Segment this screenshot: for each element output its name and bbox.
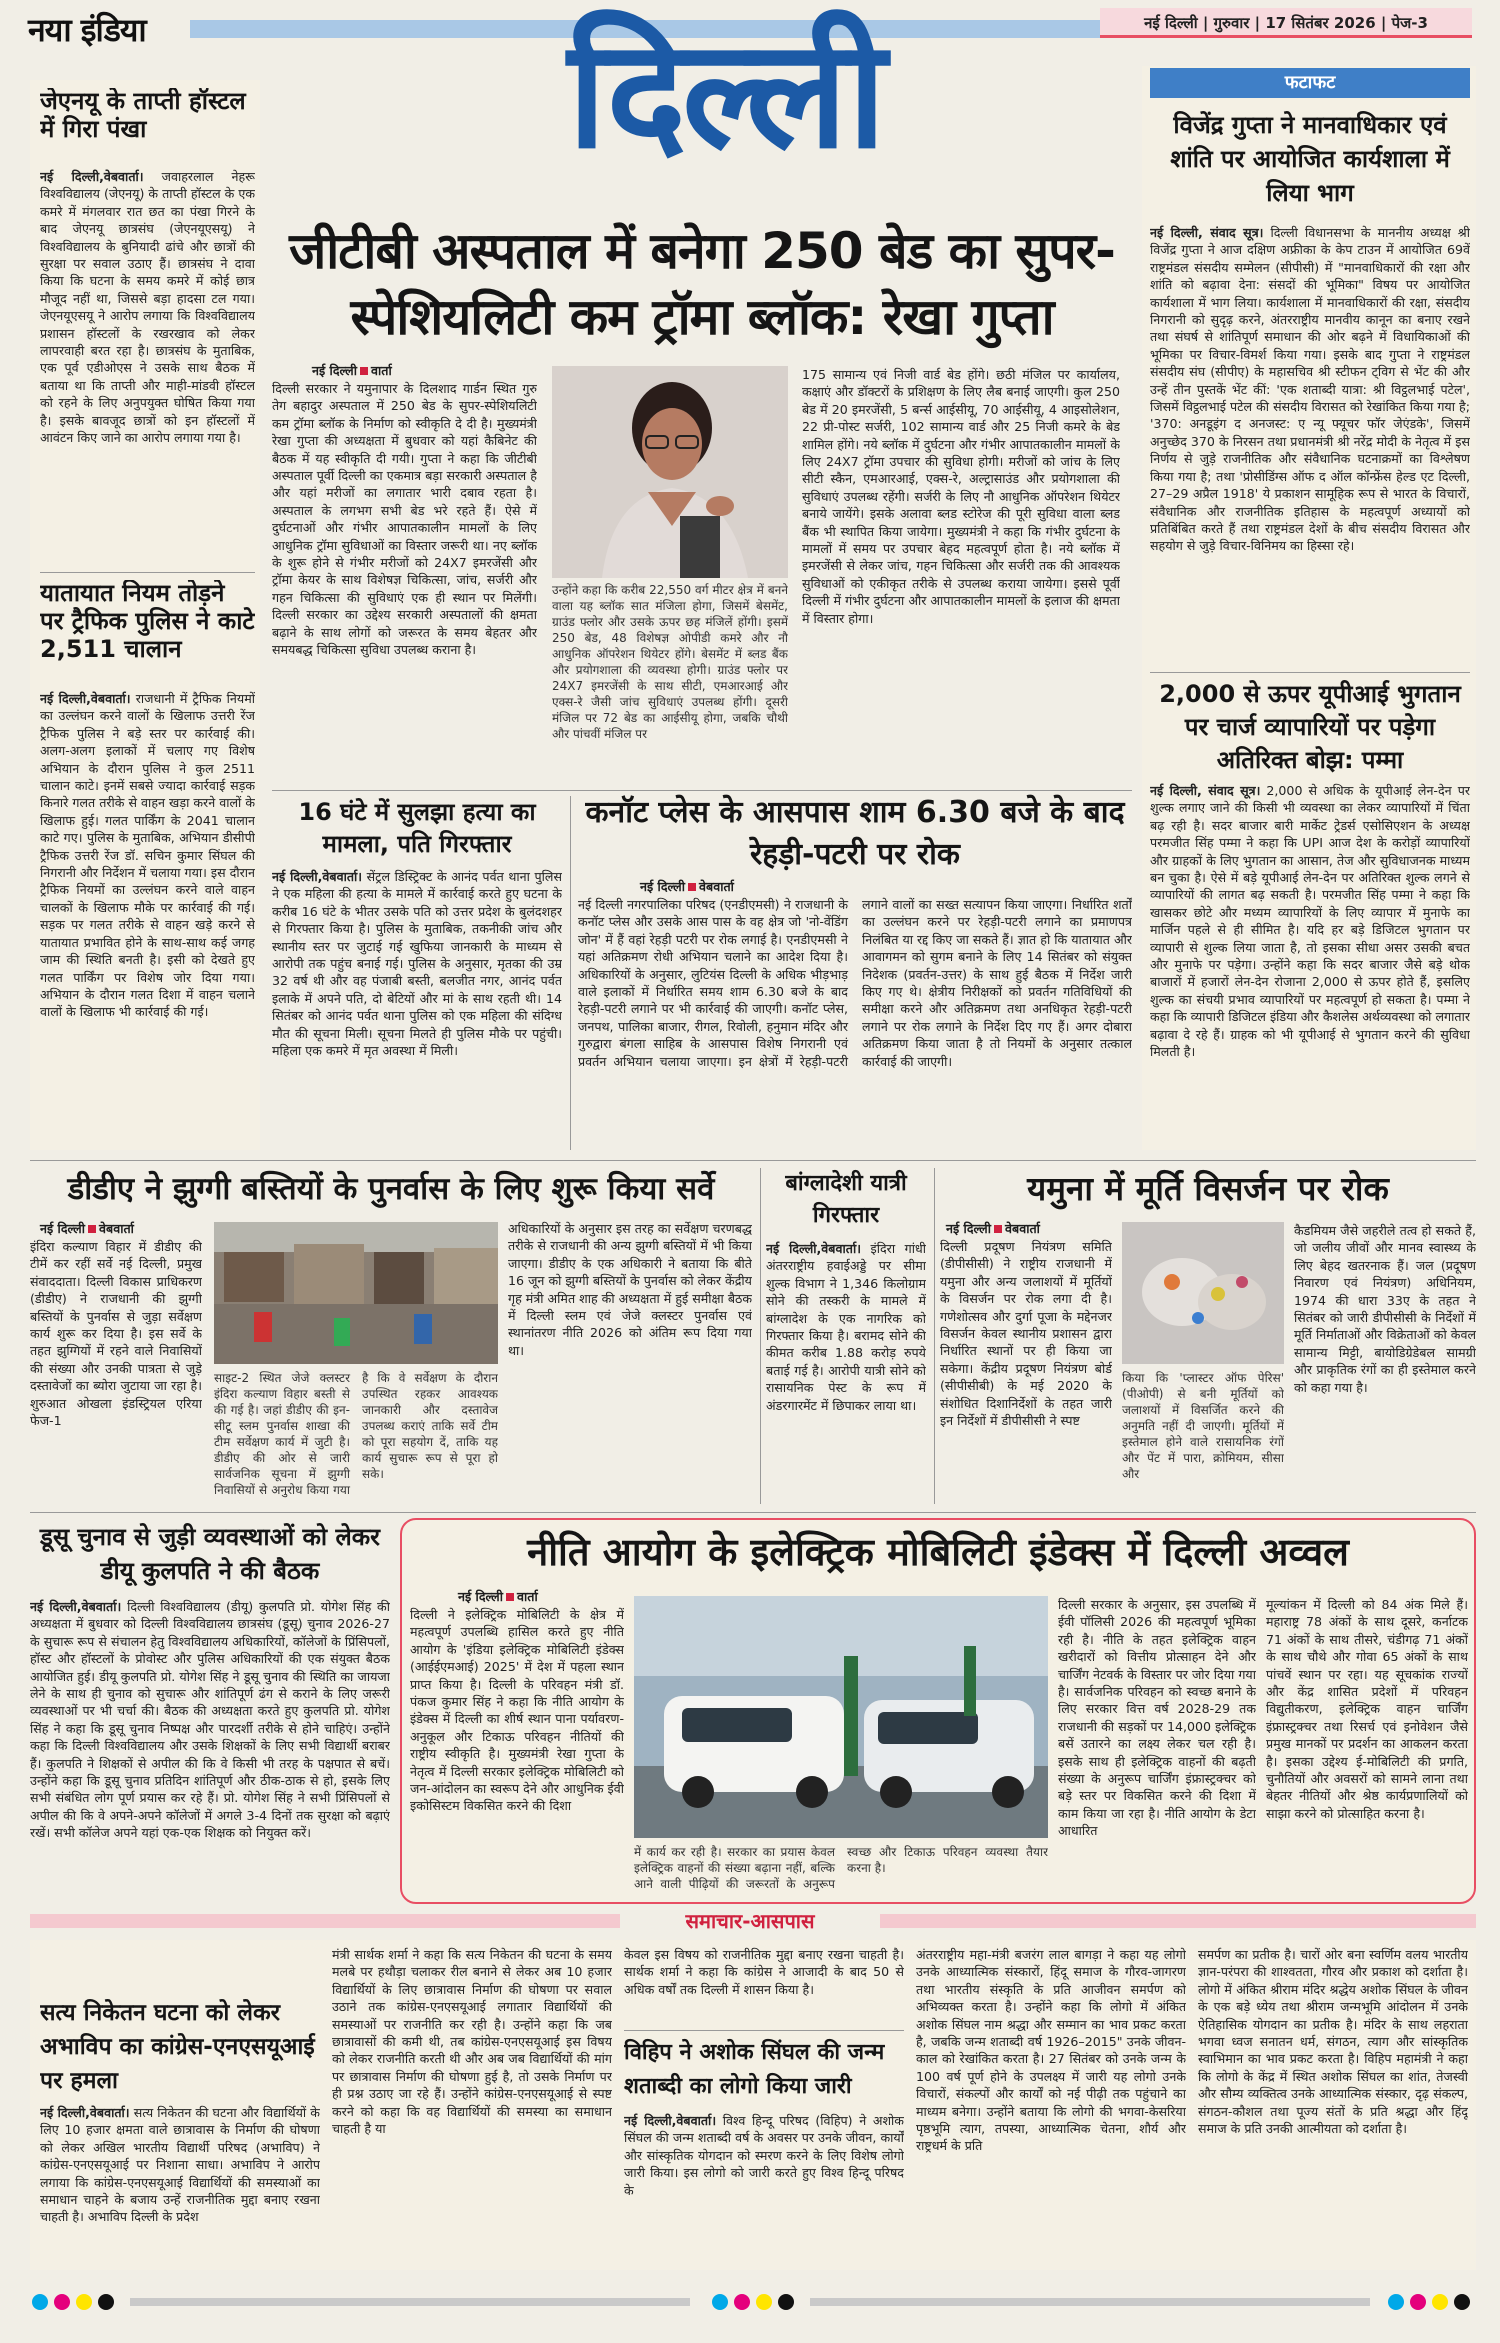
murder-story <box>272 868 562 1150</box>
yamuna-byline-place: नई दिल्ली <box>946 1221 991 1236</box>
dateline: नई दिल्ली | गुरुवार | 17 सितंबर 2026 | पेज-3 <box>1144 14 1428 32</box>
niti-col1: दिल्ली ने इलेक्ट्रिक मोबिलिटी के क्षेत्र में महत्वपूर्ण उपलब्धि हासिल करते हुए नीति आयोग के 'इंडिया इलेक्ट्रिक मोबिलिटी इंडेक्स (आईईएमआई) 2025' में देश में पहला स्थान प्राप्त किया है। दिल्ली के परिवहन मंत्री डॉ. पंकज कुमार सिंह ने कहा कि नीति आयोग के इंडेक्स में दिल्ली का शीर्ष स्थान पाना पर्यावरण-अनुकूल और टिकाऊ परिवहन नीतियों की राष्ट्रीय स्वीकृति है। मुख्यमंत्री रेखा गुप्ता के नेतृत्व में दिल्ली सरकार इलेक्ट्रिक मोबिलिटी को जन-आंदोलन का स्वरूप देने और आधुनिक ईवी इकोसिस्टम विकसित करने की दिशा <box>410 1607 624 1814</box>
lead-byline <box>312 362 392 379</box>
niti-byline-agency: वार्ता <box>517 1589 538 1604</box>
row2-top-rule <box>30 1160 1476 1161</box>
niti-col3: दिल्ली सरकार के अनुसार, इस उपलब्धि में ईवी पॉलिसी 2026 की महत्वपूर्ण भूमिका रही है। नीति के तहत इलेक्ट्रिक वाहन खरीदारों को वित्तीय प्रोत्साहन देने और चार्जिंग नेटवर्क के विस्तार पर जोर दिया गया है। सार्वजनिक परिवहन को स्वच्छ बनाने के लिए सरकार वित्त वर्ष 2028-29 तक राजधानी की सड़कों पर 14,000 इलेक्ट्रिक बसें उतारने का लक्ष्य लेकर चल रही है। इसके साथ ही इलेक्ट्रिक वाहनों की बढ़ती संख्या के अनुरूप चार्जिंग इंफ्रास्ट्रक्चर को बड़े स्तर पर विकसित करने की दिशा में काम किया जा रहा है। नीति आयोग के डेटा आधारित <box>1058 1597 1256 1839</box>
lead-byline-agency: वार्ता <box>371 363 392 378</box>
lead-photo <box>552 366 788 578</box>
yamuna-byline <box>946 1220 1040 1237</box>
fatafat-divider <box>1150 672 1470 673</box>
row3-top-rule <box>30 1512 1476 1513</box>
idol-photo-illustration <box>1122 1222 1284 1364</box>
vijender-story <box>1150 224 1470 668</box>
niti-byline-place: नई दिल्ली <box>458 1589 503 1604</box>
masthead-city: दिल्ली <box>567 8 883 182</box>
du-body: दिल्ली विश्वविद्यालय (डीयू) कुलपति प्रो. योगेश सिंह की अध्यक्षता में बुधवार को दिल्ली विश्वविद्यालय छात्रसंघ (डूसू) चुनाव 2026-27 के सुचारू रूप से संचालन हेतु विश्वविद्यालय अधिकारियों, कॉलेजों के प्रिंसिपलों, हॉस्ट और हॉस्टलों के प्रोवोस्ट और पुलिस अधिकारियों की एक संयुक्त बैठक आयोजित हुई। डीयू कुलपति प्रो. योगेश सिंह ने डूसू चुनाव की स्थिति का जायजा लेने के साथ ही चुनाव को सुचारू और शांतिपूर्ण ढंग से कराने के लिए जरूरी व्यवस्थाओं पर भी चर्चा की। बैठक की अध्यक्षता करते हुए कुलपति प्रो. योगेश सिंह ने कहा कि डूसू चुनाव निष्पक्ष और पारदर्शी तरीके से होने चाहिएं। उन्होंने कहा कि दिल्ली विश्वविद्यालय और उसके शिक्षकों के लिए सभी विद्यार्थी बराबर हैं। कुलपति ने शिक्षकों से अपील की कि वे किसी भी तरह के पक्षपात से बचें। उन्होंने कहा कि डूसू चुनाव प्रतिदिन शांतिपूर्ण और ठीक-ठाक से हो, इसके लिए सभी संबंधित लोग पूर्ण प्रयास कर रहे हैं। प्रो. योगेश सिंह ने सभी प्रिंसिपलों से अपील की कि वे अपने-अपने कॉलेजों में अगले 3-4 दिनों तक सुरक्षा को बढ़ाएं रखें। सभी कॉलेज अपने यहां एक-एक शिक्षक को नियुक्त करें। <box>30 1599 390 1841</box>
niti-byline <box>458 1588 538 1605</box>
mid-top-rule <box>272 790 1132 791</box>
yamuna-headline: यमुना में मूर्ति विसर्जन पर रोक <box>1027 1169 1389 1208</box>
upi-body: 2,000 से अधिक के यूपीआई लेन-देन पर शुल्क लगाए जाने की किसी भी व्यवस्था का लेकर व्यापारियों में चिंता बढ़ रही है। सदर बाजार बारी मार्केट ट्रेडर्स एसोसिएशन के अध्यक्ष परमजीत सिंह पम्मा ने कहा कि UPI आज देश के करोड़ों व्यापारियों और ग्राहकों के लिए भुगतान का आसान, तेज और सुविधाजनक माध्यम बन चुका है। ऐसे में बड़े यूपीआई लेन-देन पर अतिरिक्त शुल्क लगने से व्यापारियों की लागत बढ़ सकती है। परमजीत सिंह पम्मा ने कहा कि खासकर छोटे और मध्यम व्यापारियों के लिए व्यापार में मुनाफे का मार्जिन पहले से ही सीमित है। यदि हर बड़े डिजिटल भुगतान पर व्यापारी से शुल्क लिया जाता है, तो इसका सीधा असर उसकी बचत और मुनाफे पर पड़ेगा। उन्होंने कहा कि सदर बाजार जैसे बड़े थोक बाजारों में हजारों लेन-देन रोजाना 2,000 से ऊपर होते हैं, इसलिए शुल्क का संचयी प्रभाव व्यापारियों पर महत्वपूर्ण हो सकता है। पम्मा ने कहा कि व्यापारी डिजिटल इंडिया और कैशलेस अर्थव्यवस्था को लगातार बढ़ावा दे रहे हैं। ग्राहक को भी यूपीआई से भुगतान करने की सुविधा मिलती है। <box>1150 783 1470 1060</box>
niti-photo <box>634 1596 1048 1838</box>
registration-strip <box>0 2290 1500 2314</box>
aaspas-label <box>620 1908 880 1934</box>
row2-vrule1 <box>760 1168 761 1504</box>
dda-col4: अधिकारियों के अनुसार इस तरह का सर्वेक्षण चरणबद्ध तरीके से राजधानी की अन्य झुग्गी बस्तियों में भी किया जाएगा। डीडीए के एक अधिकारी ने बताया कि बीते 16 जून को झुग्गी बस्तियों के पुनर्वास को लेकर केंद्रीय गृह मंत्री अमित शाह की अध्यक्षता में हुई समीक्षा बैठक में दिल्ली स्लम एवं जेजे क्लस्टर पुनर्वास एवं स्थानांतरण नीति 2026 को अंतिम रूप दिया गया था। <box>508 1221 752 1358</box>
slum-photo-illustration <box>214 1222 498 1364</box>
lead-photo-caption: उन्होंने कहा कि करीब 22,550 वर्ग मीटर क्षेत्र में बनने वाला यह ब्लॉक सात मंजिला होगा, जिसमें बेसमेंट, ग्राउंड फ्लोर और उसके ऊपर छह मंजिलें होंगी। इसमें 250 बेड, 48 विशेषज्ञ ओपीडी कमरे और नौ आधुनिक ऑपरेशन थियेटर होंगे। बेसमेंट में ब्लड बैंक और प्रयोगशाला की व्यवस्था होगी। ग्राउंड फ्लोर पर 24X7 इमरजेंसी के साथ सीटी, एमआरआई और एक्स-रे जैसी जांच सुविधाएं उपलब्ध होंगी। दूसरी मंजिल पर 72 बेड का आईसीयू होगा, जबकि चौथी और पांचवीं मंजिल पर <box>552 583 788 741</box>
dateline-bar <box>1100 8 1472 38</box>
dda-col1: इंदिरा कल्याण विहार में डीडीए की टीमें कर रहीं सर्वे नई दिल्ली, प्रमुख संवाददाता। दिल्ली विकास प्राधिकरण (डीडीए) ने राजधानी की झुग्गी बस्तियों के पुनर्वास से जुड़ा सर्वेक्षण कार्य शुरू कर दिया है। इस सर्वे के तहत झुग्गियों में रहने वाले निवासियों की संख्या और उनकी पात्रता से जुड़े दस्तावेजों का ब्योरा जुटाया जा रहा है। शुरुआत ओखला इंडस्ट्रियल एरिया फेज-1 <box>30 1239 202 1429</box>
satya-col3: केवल इस विषय को राजनीतिक मुद्दा बनाए रखना चाहती है। सार्थक शर्मा ने कहा कि कांग्रेस ने आजादी के बाद 50 से अधिक वर्षों तक दिल्ली में शासन किया है। <box>624 1947 904 1997</box>
registration-marks <box>0 2290 1500 2314</box>
jnu-story <box>40 168 255 568</box>
cp-story: नई दिल्ली नगरपालिका परिषद (एनडीएमसी) ने राजधानी के कनॉट प्लेस और उसके आस पास के वह क्षेत्र जो 'नो-वेंडिंग जोन' में हैं वहां रेहड़ी पटरी पर रोक लगाई है। एनडीएमसी ने यहां अतिक्रमण रोधी अभियान चलाने का आदेश दिया है। अधिकारियों के अनुसार, लुटियंस दिल्ली के अधिक भीड़भाड़ वाले इलाकों में निर्धारित समय शाम 6.30 बजे के बाद रेहड़ी-पटरी लगाने पर भी कार्रवाई की जाएगी। कनॉट प्लेस, जनपथ, पालिका बाजार, रीगल, रिवोली, हनुमान मंदिर और गुरुद्वारा बंगला साहिब के आसपास विशेष निगरानी एवं प्रवर्तन अभियान चलाया जाएगा। इन क्षेत्रों में रेहड़ी-पटरी लगाने वालों का सख्त सत्यापन किया जाएगा। निर्धारित शर्तों का उल्लंघन करने पर रेहड़ी-पटरी लगाने का प्रमाणपत्र निलंबित या रद्द किए जा सकते हैं। ज्ञात हो कि यातायात और आवागमन को सुगम बनाने के लिए 14 सितंबर को संयुक्त निदेशक (प्रवर्तन-उत्तर) के साथ हुई बैठक में निर्देश जारी किए गए थे। क्षेत्रीय निरीक्षकों को प्रवर्तन गतिविधियों की समीक्षा करने और अतिक्रमण तथा अनधिकृत रेहड़ी-पटरी लगाने पर रोक लगाने के निर्देश दिए गए हैं। अगर दोबारा अतिक्रमण किया जाता है तो नियमों के अनुसार तत्काल कार्रवाई की जाएगी। <box>578 897 1132 1069</box>
speaker-photo-illustration <box>552 366 788 578</box>
lead-headline: जीटीबी अस्पताल में बनेगा 250 बेड का सुपर-स्पेशियलिटी कम ट्रॉमा ब्लॉक: रेखा गुप्ता <box>289 222 1115 346</box>
vijender-dateline: नई दिल्ली, संवाद सूत्र। <box>1150 225 1264 240</box>
upi-story <box>1150 782 1470 1150</box>
traffic-dateline: नई दिल्ली,वेबवार्ता। <box>40 691 131 706</box>
vhp-col2: अंतरराष्ट्रीय महा-मंत्री बजरंग लाल बागड़ा ने कहा यह लोगो उनके आध्यात्मिक संस्कारों, हिंदू समाज के गौरव-जागरण तथा भारतीय संस्कृति के प्रति आजीवन समर्पण को अभिव्यक्त करता है। उन्होंने कहा कि लोगो में अंकित अशोक सिंघल नाम श्रद्धा और सम्मान का भाव प्रकट करता है, जबकि जन्म शताब्दी वर्ष 1926–2015" उनके जीवन-काल को रेखांकित करता है। 27 सितंबर को उनके जन्म के 100 वर्ष पूर्ण होने के उपलक्ष्य में जारी यह लोगो उनके विचारों, संकल्पों और कार्यों को नई पीढ़ी तक पहुंचाने का माध्यम बनेगा। उन्होंने बताया कि लोगो की भगवा-केसरिया पृष्ठभूमि त्याग, तपस्या, आध्यात्मिक चेतना, शौर्य और राष्ट्रधर्म के प्रति <box>916 1947 1186 2154</box>
bangla-body: इंदिरा गांधी अंतरराष्ट्रीय हवाईअड्डे पर सीमा शुल्क विभाग ने 1,346 किलोग्राम सोने की तस्करी के मामले में बांग्लादेश के एक नागरिक को गिरफ्तार किया है। बरामद सोने की कीमत करीब 1.88 करोड़ रुपये बताई गई है। आरोपी यात्री सोने को रासायनिक पेस्ट के रूप में अंडरगारमेंट में छिपाकर लाया था। <box>766 1241 926 1413</box>
niti-photo-caption: में कार्य कर रही है। सरकार का प्रयास केवल इलेक्ट्रिक वाहनों की संख्या बढ़ाना नहीं, बल्कि आने वाली पीढ़ियों की जरूरतों के अनुरूप स्वच्छ और टिकाऊ परिवहन व्यवस्था तैयार करना है। <box>634 1845 1048 1891</box>
yamuna-photo <box>1122 1222 1284 1364</box>
traffic-headline: यातायात नियम तोड़ने पर ट्रैफिक पुलिस ने काटे 2,511 चालान <box>40 580 255 663</box>
mid-vertical-rule <box>570 796 571 1150</box>
du-story <box>30 1598 390 1900</box>
du-dateline: नई दिल्ली,वेबवार्ता। <box>30 1599 122 1614</box>
vijender-headline: विजेंद्र गुप्ता ने मानवाधिकार एवं शांति पर आयोजित कार्यशाला में लिया भाग <box>1170 111 1450 207</box>
murder-dateline: नई दिल्ली,वेबवार्ता। <box>272 869 363 884</box>
yamuna-photo-caption: किया कि 'प्लास्टर ऑफ पेरिस' (पीओपी) से बनी मूर्तियों को जलाशयों में विसर्जित करने की अनुमति नहीं दी जाएगी। मूर्तियों में इस्तेमाल होने वाले रासायनिक रंगों और पेंट में पारा, क्रोमियम, सीसा और <box>1122 1371 1284 1481</box>
cp-byline <box>640 878 734 895</box>
vhp-col1-text: विश्व हिन्दू परिषद (विहिप) ने अशोक सिंघल की जन्म शताब्दी वर्ष के अवसर पर उनके जीवन, कार्यों और सांस्कृतिक योगदान को स्मरण करने के लिए विशेष लोगो जारी किया। इस लोगो को जारी करते हुए विश्व हिन्दू परिषद के <box>624 2113 904 2198</box>
aaspas-divider <box>624 2030 904 2031</box>
lead-col1: दिल्ली सरकार ने यमुनापार के दिलशाद गार्डन स्थित गुरु तेग बहादुर अस्पताल में 250 बेड के सुपर-स्पेशियलिटी कम ट्रॉमा ब्लॉक के निर्माण को स्वीकृति दे दी है। मुख्यमंत्री रेखा गुप्ता की अध्यक्षता में बुधवार को यहां कैबिनेट की बैठक में यह स्वीकृति दी गयी। गुप्ता ने कहा कि जीटीबी अस्पताल पूर्वी दिल्ली का एकमात्र बड़ा सरकारी अस्पताल है और यहां मरीजों का लगातार भारी दबाव रहता है। अस्पताल के लगभग सभी बेड भरे रहते हैं। ऐसे में दुर्घटनाओं और गंभीर आपातकालीन मामलों के लिए आधुनिक ट्रॉमा सुविधाओं का विस्तार जरूरी था। नए ब्लॉक के शुरू होने से गंभीर मरीजों को 24X7 इमरजेंसी और ट्रॉमा केयर के साथ विशेषज्ञ चिकित्सा, जांच, सर्जरी और गहन चिकित्सा की सुविधाएं एक ही स्थान पर मिलेंगी। दिल्ली सरकार का उद्देश्य सरकारी अस्पतालों की क्षमता बढ़ाने के साथ लोगों को जरूरत के समय बेहतर और समयबद्ध चिकित्सा सुविधा उपलब्ध कराना है। <box>272 381 537 658</box>
lead-byline-place: नई दिल्ली <box>312 363 357 378</box>
yamuna-col3: कैडमियम जैसे जहरीले तत्व हो सकते हैं, जो जलीय जीवों और मानव स्वास्थ्य के लिए बेहद खतरनाक हैं। जल (प्रदूषण निवारण एवं नियंत्रण) अधिनियम, 1974 की धारा 33ए के तहत ने सितंबर को जारी डीपीसीसी के निर्देशों में मूर्ति निर्माताओं और विक्रेताओं को केवल सामान्य मिट्टी, बायोडिग्रेडेबल सामग्री और प्राकृतिक रंगों का ही इस्तेमाल करने को कहा गया है। <box>1294 1223 1476 1395</box>
aaspas-label-text: समाचार-आसपास <box>685 1909 815 1933</box>
dda-headline: डीडीए ने झुग्गी बस्तियों के पुनर्वास के लिए शुरू किया सर्वे <box>67 1171 715 1207</box>
jnu-body: जवाहरलाल नेहरू विश्वविद्यालय (जेएनयू) के ताप्ती हॉस्टल के एक कमरे में मंगलवार रात छत का पंखा गिरने के बाद जेएनयू छात्रसंघ (जेएनयूएसयू) ने विश्वविद्यालय के बुनियादी ढांचे और छात्रों की सुरक्षा पर सवाल उठाए हैं। छात्रसंघ ने दावा किया कि घटना के समय कमरे में कोई छात्र मौजूद नहीं था, जिससे बड़ा हादसा टल गया। जेएनयूएसयू ने आरोप लगाया कि विश्वविद्यालय प्रशासन हॉस्टलों के रखरखाव को लेकर लापरवाही बरत रहा है। छात्रसंघ के मुताबिक, एक पूर्व एडीओएस ने उसके साथ बैठक में बताया था कि ताप्ती और माही-मांडवी हॉस्टल को रहने के लिए अनुपयुक्त घोषित किया गया है। इसके बावजूद छात्रों को इन हॉस्टलों में आवंटन किए जाने का आरोप लगाया गया है। <box>40 169 255 446</box>
yamuna-col1: दिल्ली प्रदूषण नियंत्रण समिति (डीपीसीसी) ने राष्ट्रीय राजधानी में यमुना और अन्य जलाशयों में मूर्तियों के विसर्जन पर रोक लगा दी है। गणेशोत्सव और दुर्गा पूजा के मद्देनजर विसर्जन केवल स्थानीय प्रशासन द्वारा निर्धारित स्थानों पर ही किया जा सकेगा। केंद्रीय प्रदूषण नियंत्रण बोर्ड (सीपीसीबी) के मई 2020 के संशोधित दिशानिर्देशों के तहत जारी इन निर्देशों में डीपीसीसी ने स्पष्ट <box>940 1239 1112 1429</box>
lead-col3: 175 सामान्य एवं निजी वार्ड बेड होंगे। छठी मंजिल पर कार्यालय, कक्षाएं और डॉक्टरों के प्रशिक्षण के लिए लैब बनाई जाएगी। कुल 250 बेड में 20 इमरजेंसी, 5 बर्न्स आईसीयू, 70 आईसीयू, 4 आइसोलेशन, 22 प्री-पोस्ट सर्जरी, 102 सामान्य वार्ड और 25 निजी कमरे के बेड शामिल होंगे। नये ब्लॉक में दुर्घटना और गंभीर आपातकालीन मामलों के लिए 24X7 ट्रॉमा उपचार की सुविधा होगी। मरीजों को जांच के लिए सीटी स्कैन, एमआरआई, एक्स-रे, अल्ट्रासाउंड और प्रयोगशाला की सुविधाएं उपलब्ध रहेंगी। सर्जरी के लिए नौ आधुनिक ऑपरेशन थियेटर बनाये जायेंगे। इसके अलावा ब्लड स्टोरेज की पूरी सुविधा वाला ब्लड बैंक भी स्थापित किया जायेगा। मुख्यमंत्री ने कहा कि गंभीर दुर्घटना के मामलों में समय पर उपचार बेहद महत्वपूर्ण होता है। नये ब्लॉक में इमरजेंसी से लेकर जांच, गहन चिकित्सा और सर्जरी तक की आवश्यक सुविधाओं को एकीकृत तरीके से उपलब्ध कराया जायेगा। इससे पूर्वी दिल्ली में गंभीर दुर्घटना और आपातकालीन मामलों के इलाज की क्षमता में विस्तार होगा। <box>802 367 1120 626</box>
dda-byline-place: नई दिल्ली <box>40 1221 85 1236</box>
murder-headline: 16 घंटे में सुलझा हत्या का मामला, पति गिरफ्तार <box>298 798 536 858</box>
jnu-headline: जेएनयू के ताप्ती हॉस्टल में गिरा पंखा <box>40 88 246 143</box>
niti-headline: नीति आयोग के इलेक्ट्रिक मोबिलिटी इंडेक्स में दिल्ली अव्वल <box>527 1530 1349 1574</box>
satya-col1-text: सत्य निकेतन की घटना और विद्यार्थियों के लिए 10 हजार क्षमता वाले छात्रावास के निर्माण की घोषणा को लेकर अखिल भारतीय विद्यार्थी परिषद (अभाविप) ने कांग्रेस-एनएसयूआई पर निशाना साधा। अभाविप ने आरोप लगाया कि कांग्रेस-एनएसयूआई विद्यार्थियों की समस्याओं का समाधान चाहने के बजाय उन्हें राजनीतिक मुद्दा बनाए रखना चाहती है। अभाविप दिल्ली के प्रदेश <box>40 2105 320 2225</box>
bangla-story <box>766 1240 926 1504</box>
traffic-story <box>40 690 255 1150</box>
satya-col2: मंत्री सार्थक शर्मा ने कहा कि सत्य निकेतन की घटना के समय मलबे पर हथौड़ा चलाकर रील बनाने से लेकर अब 10 हजार विद्यार्थियों के लिए छात्रावास निर्माण की घोषणा पर सवाल उठाने तक कांग्रेस-एनएसयूआई लगातार विद्यार्थियों की समस्याओं पर राजनीति कर रही है। उन्होंने कहा कि जब छात्रावासों की कमी थी, तब कांग्रेस-एनएसयूआई इस विषय को लेकर राजनीति करती थी और अब जब विद्यार्थियों की मांग पर छात्रावास निर्माण की घोषणा हुई है, तो उसके निर्माण पर ही प्रश्न उठाए जा रहे हैं। उन्होंने कांग्रेस-एनएसयूआई से स्पष्ट करने को कहा कि वह विद्यार्थियों की समस्या का समाधान चाहती है या <box>332 1947 612 2137</box>
satya-col1 <box>40 2104 320 2270</box>
cp-headline: कनॉट प्लेस के आसपास शाम 6.30 बजे के बाद रेहड़ी-पटरी पर रोक <box>585 795 1125 872</box>
satya-dateline: नई दिल्ली,वेबवार्ता। <box>40 2105 130 2120</box>
vhp-dateline: नई दिल्ली,वेबवार्ता। <box>624 2113 717 2128</box>
cp-byline-agency: वेबवार्ता <box>699 879 734 894</box>
yamuna-byline-agency: वेबवार्ता <box>1005 1221 1040 1236</box>
bangla-dateline: नई दिल्ली,वेबवार्ता। <box>766 1241 861 1256</box>
left-divider <box>40 572 255 573</box>
bangla-headline: बांग्लादेशी यात्री गिरफ्तार <box>785 1171 907 1228</box>
niti-col4: मूल्यांकन में दिल्ली को 84 अंक मिले हैं। महाराष्ट्र 78 अंकों के साथ दूसरे, कर्नाटक 71 अंकों के साथ तीसरे, चंडीगढ़ 71 अंकों के साथ चौथे और गोवा 65 अंकों के साथ पांचवें स्थान पर रहा। यह सूचकांक राज्यों और केंद्र शासित प्रदेशों में परिवहन विद्युतीकरण, इलेक्ट्रिक वाहन चार्जिंग इंफ्रास्ट्रक्चर तथा रिसर्च एवं इनोवेशन जैसे प्रमुख मानकों पर प्रदर्शन का आकलन करता है। इसका उद्देश्य ई-मोबिलिटी की प्रगति, चुनौतियों और अवसरों को सामने लाना तथा बेहतर नीतियों और श्रेष्ठ कार्यप्रणालियों को साझा करने को प्रोत्साहित करना है। <box>1266 1597 1468 1821</box>
cp-byline-place: नई दिल्ली <box>640 879 685 894</box>
jnu-dateline: नई दिल्ली,वेबवार्ता। <box>40 169 144 184</box>
paper-logo: नया इंडिया <box>28 11 146 49</box>
vhp-col1 <box>624 2112 904 2270</box>
dda-byline <box>40 1220 134 1237</box>
upi-dateline: नई दिल्ली, संवाद सूत्र। <box>1150 783 1261 798</box>
vijender-body: दिल्ली विधानसभा के माननीय अध्यक्ष श्री विजेंद्र गुप्ता ने आज दक्षिण अफ्रीका के केप टाउन में आयोजित 69वें राष्ट्रमंडल संसदीय सम्मेलन (सीपीसी) में "मानवाधिकारों की रक्षा और शांति को बढ़ावा देना: संसदों की भूमिका" विषय पर आयोजित कार्यशाला में भाग लिया। कार्यशाला में मानवाधिकारों की रक्षा, संसदीय निगरानी को सुदृढ़ करने, अंतरराष्ट्रीय मानवीय कानून का बनाए रखने तथा संघर्ष से शांतिपूर्ण समाधान की ओर बढ़ने में विधायिकाओं की भूमिका पर विचार-विमर्श किया गया। इसके बाद गुप्ता ने राष्ट्रमंडल संसदीय संघ (सीपीए) के महासचिव श्री स्टीफन ट्विग से भेंट की और उन्हें तीन पुस्तकें भेंट कीं: 'एक शताब्दी यात्रा: श्री विट्ठलभाई पटेल', जिसमें विट्ठलभाई पटेल की संसदीय विरासत को रेखांकित किया गया है; '370: अनडूइंग द अनजस्ट: ए न्यू फ्यूचर फॉर जेएंडके', जिसमें अनुच्छेद 370 के निरसन तथा प्रधानमंत्री श्री नरेंद्र मोदी के नेतृत्व में इस निर्णय से जुड़े राजनीतिक और संवैधानिक घटनाक्रमों का विश्लेषण किया गया है; तथा 'प्रोसीडिंग्स ऑफ द ऑल कॉन्फ्रेंस हेल्ड एट दिल्ली, 27–29 अप्रैल 1918' ये प्रकाशन सामूहिक रूप से भारत के विचारों, संवैधानिक और राजनीतिक इतिहास के महत्वपूर्ण अध्यायों को प्रतिबिंबित करते हैं तथा राष्ट्रमंडल देशों के बीच संसदीय विरासत और सहयोग से जुड़े विचार-विनिमय का हिस्सा रहे। <box>1150 225 1470 554</box>
fatafat-label <box>1150 68 1470 98</box>
dda-photo-caption: साइट-2 स्थित जेजे क्लस्टर इंदिरा कल्याण विहार बस्ती से की गई है। जहां डीडीए की इन-सीटू स्लम पुनर्वास शाखा की टीम सर्वेक्षण कार्य में जुटी है। डीडीए की ओर से जारी सार्वजनिक सूचना में झुग्गी निवासियों से अनुरोध किया गया है कि वे सर्वेक्षण के दौरान उपस्थित रहकर आवश्यक जानकारी और दस्तावेज उपलब्ध कराएं ताकि सर्वे टीम को पूरा सहयोग दें, ताकि यह कार्य सुचारू रूप से पूरा हो सके। <box>214 1371 498 1497</box>
fatafat-label-text: फटाफट <box>1284 72 1336 93</box>
upi-headline: 2,000 से ऊपर यूपीआई भुगतान पर चार्ज व्यापारियों पर पड़ेगा अतिरिक्त बोझ: पम्मा <box>1159 680 1461 774</box>
vhp-col3: समर्पण का प्रतीक है। चारों ओर बना स्वर्णिम वलय भारतीय ज्ञान-परंपरा की शाश्वतता, गौरव और प्रकाश को दर्शाता है। लोगो में अंकित श्रीराम मंदिर श्रद्धेय अशोक सिंघल के जीवन के एक बड़े ध्येय तथा श्रीराम जन्मभूमि आंदोलन में उनके ऐतिहासिक योगदान का प्रतीक है। मंदिर के साथ लहराता भगवा ध्वज सनातन धर्म, संगठन, त्याग और सांस्कृतिक स्वाभिमान का भाव प्रकट करता है। विहिप महामंत्री ने कहा कि लोगो के केंद्र में स्थित अशोक सिंघल का शांत, तेजस्वी और सौम्य व्यक्तित्व उनके आध्यात्मिक संस्कार, दृढ़ संकल्प, संगठन-कौशल तथा पूज्य संतों के प्रति श्रद्धा और हिंदू समाज के प्रति उनकी आत्मीयता को दर्शाता है। <box>1198 1947 1468 2137</box>
row2-vrule2 <box>934 1168 935 1504</box>
dda-byline-agency: वेबवार्ता <box>99 1221 134 1236</box>
dda-photo <box>214 1222 498 1364</box>
du-headline: डूसू चुनाव से जुड़ी व्यवस्थाओं को लेकर डीयू कुलपति ने की बैठक <box>40 1523 380 1585</box>
traffic-body: राजधानी में ट्रैफिक नियमों का उल्लंघन करने वालों के खिलाफ उत्तरी रेंज ट्रैफिक पुलिस ने बड़े स्तर पर कार्रवाई की। अलग-अलग इलाकों में चलाए गए विशेष अभियान के दौरान पुलिस ने कुल 2511 चालान काटे। इनमें सबसे ज्यादा कार्रवाई सड़क किनारे गलत तरीके से वाहन खड़ा करने वालों के खिलाफ हुई। गलत पार्किंग के 2041 चालान काटे गए। पुलिस के मुताबिक, अभियान डीसीपी ट्रैफिक उत्तरी रेंज डॉ. सचिन कुमार सिंघल की निगरानी और निर्देशन में चलाया गया। इस दौरान ट्रैफिक नियमों का उल्लंघन करने वाले वाहन चालकों के खिलाफ मौके पर कार्रवाई की गई। सड़क पर गलत तरीके से वाहन खड़े करने से यातायात प्रभावित होने के साथ-साथ कई जगह जाम की स्थिति बनती है। इसी को देखते हुए गलत पार्किंग पर विशेष जोर दिया गया। अभियान के दौरान गलत दिशा में वाहन चलाने वालों के खिलाफ भी कार्रवाई की गई। <box>40 691 255 1020</box>
satya-headline: सत्य निकेतन घटना को लेकर अभाविप का कांग्रेस-एनएसयूआई पर हमला <box>40 2000 315 2094</box>
vhp-headline: विहिप ने अशोक सिंघल की जन्म शताब्दी का लोगो किया जारी <box>624 2040 885 2099</box>
murder-body: सेंट्रल डिस्ट्रिक्ट के आनंद पर्वत थाना पुलिस ने एक महिला की हत्या के मामले में कार्रवाई करते हुए घटना के करीब 16 घंटे के भीतर उसके पति को उत्तर प्रदेश के बुलंदशहर से गिरफ्तार किया है। पुलिस के मुताबिक, तकनीकी जांच और स्थानीय स्तर पर जुटाई गई खुफिया जानकारी के माध्यम से आरोपी तक पहुंच बनाई गई। पुलिस के अनुसार, मृतका की उम्र 32 वर्ष थी और वह पंजाबी बस्ती, बलजीत नगर, आनंद पर्वत इलाके में अपने पति, दो बेटियों और मां के साथ रहती थी। 14 सितंबर को आनंद पर्वत थाना पुलिस को एक महिला की संदिग्ध मौत की सूचना मिली। सूचना मिलते ही पुलिस मौके पर पहुंची। महिला एक कमरे में मृत अवस्था में मिली। <box>272 869 562 1059</box>
ev-charging-photo-illustration <box>634 1596 1048 1838</box>
